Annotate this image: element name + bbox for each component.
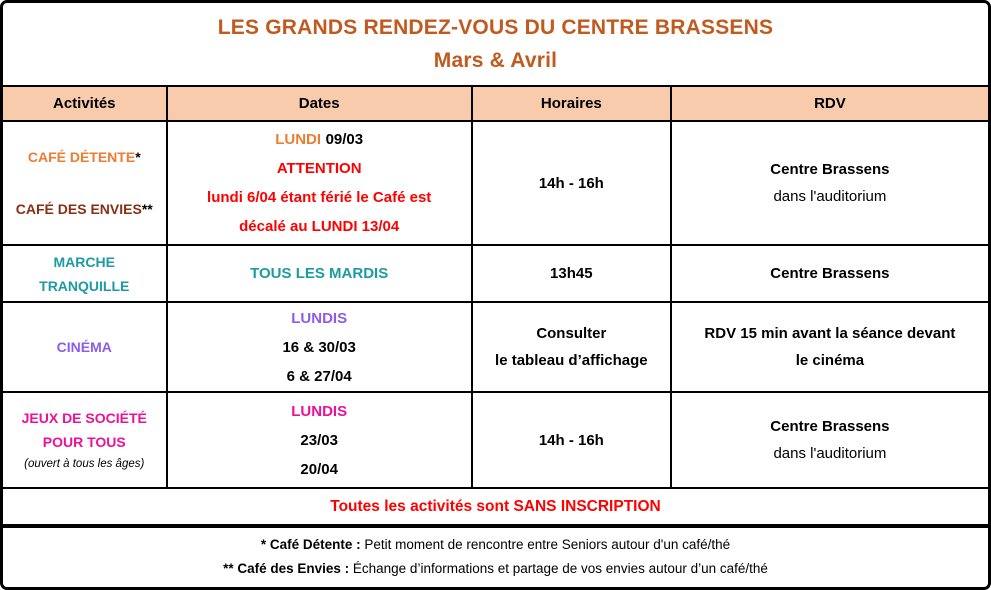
date-line-marche: TOUS LES MARDIS	[250, 265, 389, 282]
activity-cafe-detente-label: CAFÉ DÉTENTE	[27, 149, 136, 165]
time-cell-marche: 13h45	[472, 245, 671, 302]
rdv-place: Centre Brassens	[770, 161, 890, 178]
date-day-jeux: LUNDIS	[291, 402, 348, 420]
rdv-cinema-line1: RDV 15 min avant la séance devant	[704, 325, 956, 342]
footnote-2-label: ** Café des Envies :	[223, 560, 350, 576]
time-cell-jeux: 14h - 16h	[472, 392, 671, 488]
activity-cinema-label: CINÉMA	[56, 339, 112, 355]
date-day-cinema: LUNDIS	[291, 309, 348, 327]
time-cinema-line1: Consulter	[536, 325, 607, 342]
activity-cell-cinema	[3, 302, 167, 392]
activity-cafe-detente	[3, 145, 166, 169]
col-header-horaires: Horaires	[472, 87, 671, 121]
activity-jeux-note: (ouvert à tous les âges)	[24, 458, 145, 470]
warning-line-2: lundi 6/04 étant férié le Café est	[207, 189, 432, 206]
rdv-cell-cinema	[671, 302, 988, 392]
date-cinema-1: 16 & 30/03	[282, 338, 356, 356]
table-row-marche	[3, 245, 988, 302]
footnote-mark-2: **	[141, 201, 153, 217]
rdv-place: Centre Brassens	[770, 418, 890, 435]
activity-jeux-line2: POUR TOUS	[42, 434, 126, 450]
activity-marche-line1: MARCHE	[53, 253, 115, 270]
footnote-1-label: * Café Détente :	[260, 536, 361, 552]
rdv-place: Centre Brassens	[770, 265, 890, 282]
table-row-cafe	[3, 121, 988, 245]
title-block	[3, 3, 988, 87]
col-header-dates: Dates	[167, 87, 472, 121]
rdv-cell-marche	[671, 245, 988, 302]
rdv-detail: dans l'auditorium	[773, 188, 887, 205]
table-header-row	[3, 87, 988, 121]
rdv-detail: dans l'auditorium	[773, 445, 887, 462]
dates-cell-marche	[167, 245, 472, 302]
date-day-label: LUNDI	[275, 131, 322, 148]
rdv-cinema-line2: le cinéma	[795, 352, 865, 369]
date-jeux-1: 23/03	[300, 431, 338, 449]
notice-sans-inscription: Toutes les activités sont SANS INSCRIPTION	[3, 488, 988, 526]
dates-cell-cafe	[167, 121, 472, 245]
footnotes-block	[3, 526, 988, 587]
footnote-1-text: Petit moment de rencontre entre Seniors autour d'un café/thé	[364, 536, 731, 552]
page-subtitle: Mars & Avril	[433, 48, 558, 72]
col-header-activites: Activités	[3, 87, 167, 121]
table-row-cinema	[3, 302, 988, 392]
rdv-cell-jeux	[671, 392, 988, 488]
dates-cell-cinema	[167, 302, 472, 392]
time-cinema-line2: le tableau d’affichage	[495, 352, 648, 369]
footnote-1	[3, 533, 988, 557]
warning-line-3: décalé au LUNDI 13/04	[239, 218, 400, 235]
activity-cafe-envies-label: CAFÉ DES ENVIES	[15, 201, 142, 217]
footnote-2	[3, 557, 988, 581]
footnote-2-text: Échange d’informations et partage de vos envies autour d’un café/thé	[352, 560, 768, 576]
date-cinema-2: 6 & 27/04	[286, 367, 352, 385]
table-row-jeux	[3, 392, 988, 488]
col-header-rdv: RDV	[671, 87, 988, 121]
activity-jeux-line1: JEUX DE SOCIÉTÉ	[21, 410, 147, 426]
date-line-cafe	[168, 125, 471, 154]
activity-cell-marche	[3, 245, 167, 302]
page-title: LES GRANDS RENDEZ-VOUS DU CENTRE BRASSENS	[217, 15, 774, 39]
footnote-row	[3, 526, 988, 587]
dates-cell-jeux	[167, 392, 472, 488]
rdv-cell-cafe	[671, 121, 988, 245]
activity-cafe-envies	[3, 197, 166, 221]
warning-line-1: ATTENTION	[276, 160, 362, 177]
date-jeux-2: 20/04	[300, 460, 338, 478]
activity-marche-line2: TRANQUILLE	[39, 277, 130, 294]
activity-cell-cafe	[3, 121, 167, 245]
schedule-table	[3, 87, 988, 587]
time-cell-cinema	[472, 302, 671, 392]
time-cell-cafe: 14h - 16h	[472, 121, 671, 245]
notice-row	[3, 488, 988, 526]
date-num-label: 09/03	[325, 131, 364, 148]
activity-cell-jeux	[3, 392, 167, 488]
footnote-mark-1: *	[135, 149, 141, 165]
